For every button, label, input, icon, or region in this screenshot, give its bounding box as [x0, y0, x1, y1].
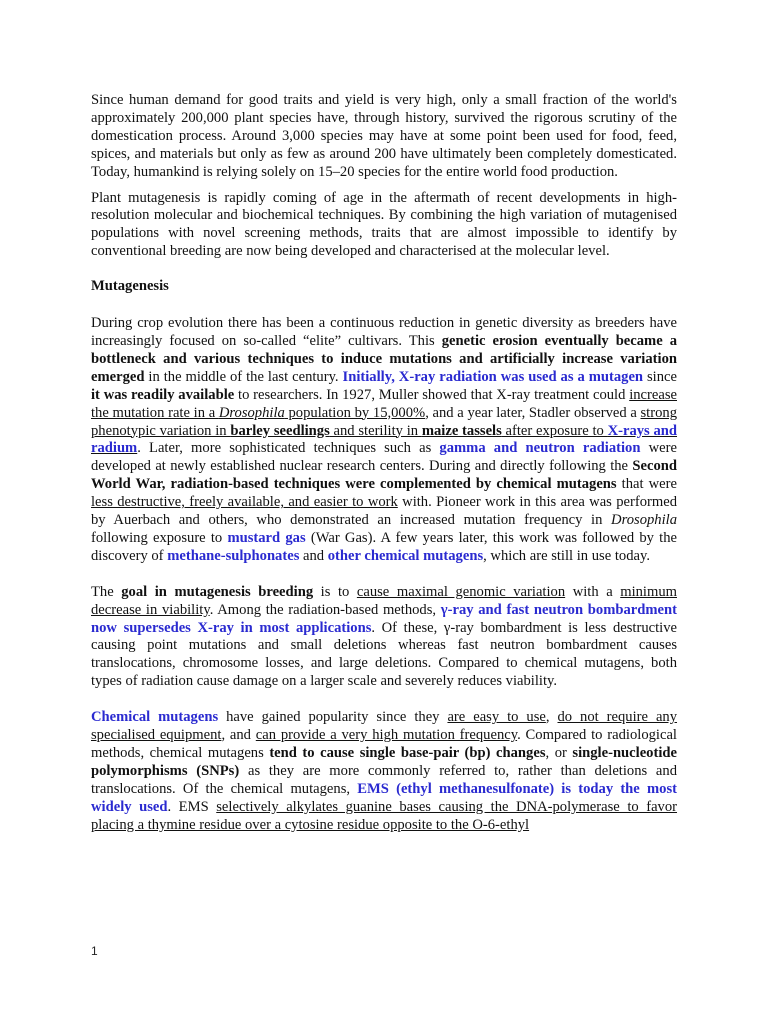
paragraph-chemical-mutagens: Chemical mutagens have gained popularity since they are easy to use, do not require any specialised equipment, and can provide a very high mutation frequency. Compared to radiological methods, chemical mutagens tend to cause single base-pair (bp) changes, or single-nucleotide polymorphisms (SNPs) as they are more commonly referred to, rather than deletions and translocations. Of the chemical mutagens, EMS (ethyl methanesulfonate) is today the most widely used. EMS selectively alkylates guanine bases causing the DNA-polymerase to favor placing a thymine residue over a cytosine residue opposite to the O-6-ethyl — [91, 709, 678, 833]
document-page — [91, 92, 677, 835]
paragraph-goal: The goal in mutagenesis breeding is to cause maximal genomic variation with a minimum decrease in viability. Among the radiation-based methods, γ-ray and fast neutron bombardment now supersedes X-ray in most applications. Of these, γ-ray bombardment is less destructive causing point mutations and small deletions whereas fast neutron bombardment causes translocations, chromosome losses, and large deletions. Compared to chemical mutagens, both types of radiation cause damage on a larger scale and severely reduces viability. — [91, 583, 677, 690]
paragraph-intro: Since human demand for good traits and yield is very high, only a small fraction of the world's approximately 200,000 plant species have, through history, survived the rigorous scrutiny of the domestication process. Around 3,000 species may have at some point been used for food, feed, spices, and materials but only as few as around 200 have ultimately been completely domesticated. Today, humankind is relying solely on 15–20 species for the entire world food production. — [91, 92, 677, 180]
page-number: 1 — [91, 944, 98, 958]
paragraph-crop-evolution: During crop evolution there has been a continuous reduction in genetic diversity as breeders have increasingly focused on so-called “elite” cultivars. This genetic erosion eventually became a bottleneck and various techniques to induce mutations and artificially increase variation emerged in the middle of the last century. Initially, X-ray radiation was used as a mutagen since it was readily available to researchers. In 1927, Muller showed that X-ray treatment could increase the mutation rate in a Drosophila population by 15,000%, and a year later, Stadler observed a strong phenotypic variation in barley seedlings and sterility in maize tassels after exposure to X-rays and radium. Later, more sophisticated techniques such as gamma and neutron radiation were developed at newly established nuclear research centers. During and directly following the Second World War, radiation-based techniques were complemented by chemical mutagens that were less destructive, freely available, and easier to work with. Pioneer work in this area was performed by Auerbach and others, who demonstrated an increased mutation frequency in Drosophila following exposure to mustard gas (War Gas). A few years later, this work was followed by the discovery of methane-sulphonates and other chemical mutagens, which are still in use today. — [91, 315, 678, 564]
section-heading: Mutagenesis — [91, 278, 169, 295]
paragraph-plant-mutagenesis: Plant mutagenesis is rapidly coming of age in the aftermath of recent developments in high-resolution molecular and biochemical techniques. By combining the high variation of mutagenised populations with novel screening methods, traits that are almost impossible to identify by conventional breeding are now being developed and characterised at the molecular level. — [91, 189, 677, 260]
